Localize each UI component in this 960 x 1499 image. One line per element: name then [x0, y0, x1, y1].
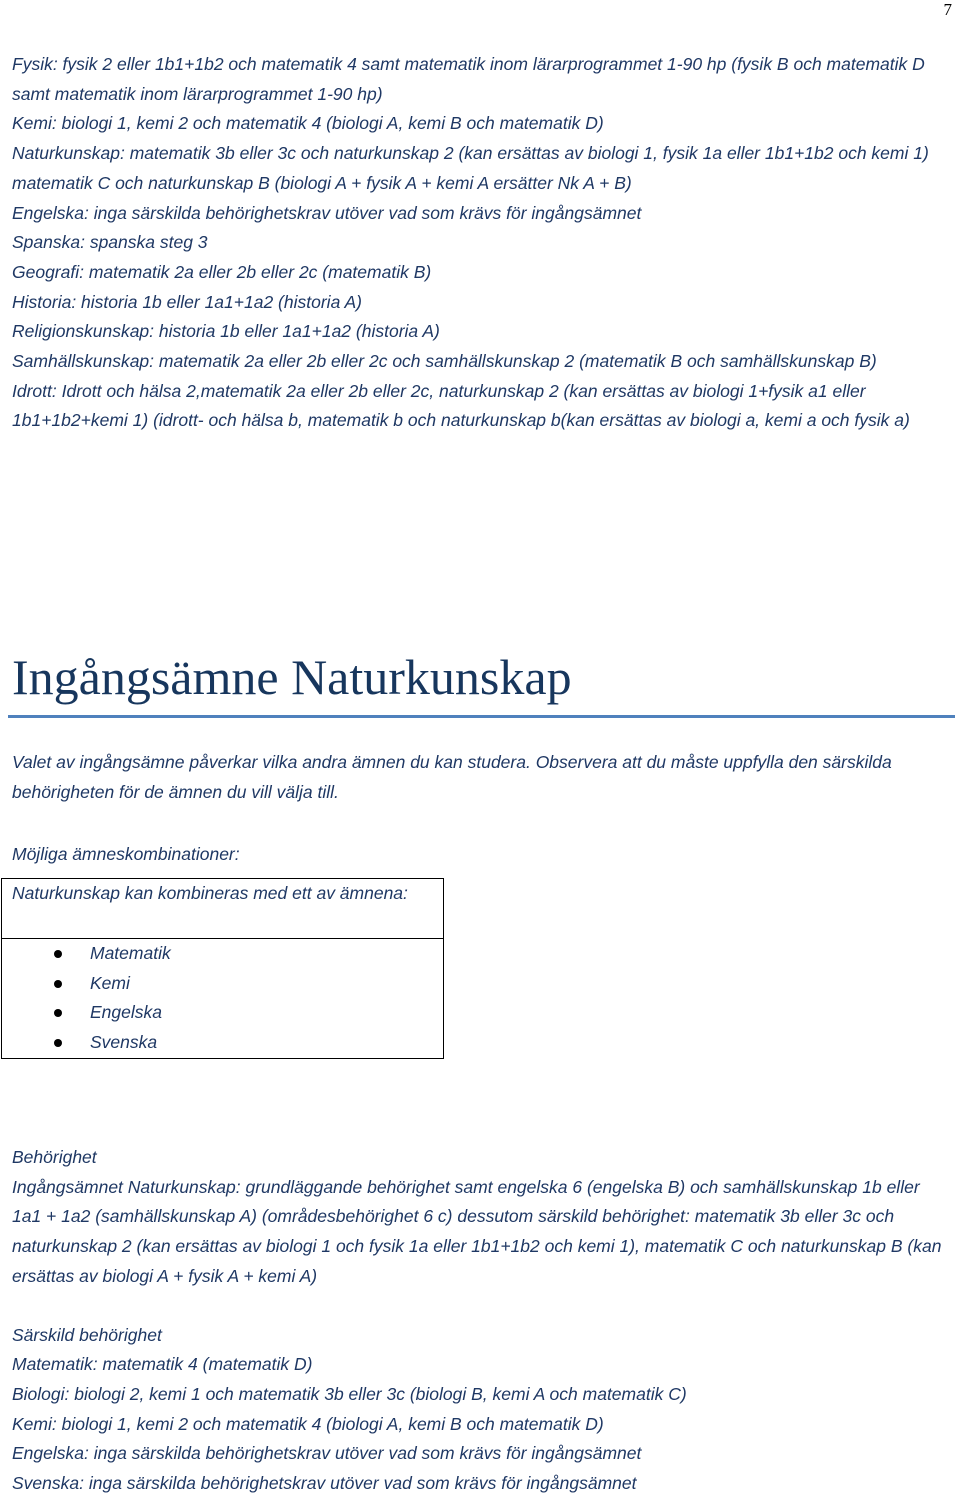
list-item: Svenska — [54, 1028, 443, 1058]
requirements-list — [12, 50, 952, 436]
requirement-fysik: Fysik: fysik 2 eller 1b1+1b2 och matematik 4 samt matematik inom lärarprogrammet 1-90 hp (fysik B och matematik D samt matematik inom lärarprogrammet 1-90 hp) — [12, 54, 925, 104]
behorighet-title: Behörighet — [12, 1147, 97, 1167]
list-item: Engelska — [54, 998, 443, 1028]
list-item: Kemi — [54, 969, 443, 999]
sarskild-matematik: Matematik: matematik 4 (matematik D) — [12, 1354, 313, 1375]
intro-text: Valet av ingångsämne påverkar vilka andra ämnen du kan studera. Observera att du måste uppfylla den särskilda behörigheten för de ämnen du vill välja till. — [12, 752, 892, 802]
section-heading: Ingångsämne Naturkunskap — [12, 649, 572, 705]
requirement-spanska: Spanska: spanska steg 3 — [12, 232, 208, 253]
list-item: Matematik — [54, 939, 443, 969]
requirement-religionskunskap: Religionskunskap: historia 1b eller 1a1+1a2 (historia A) — [12, 321, 440, 342]
sarskild-engelska: Engelska: inga särskilda behörighetskrav utöver vad som krävs för ingångsämnet — [12, 1443, 642, 1464]
heading-divider — [8, 715, 955, 718]
combination-list — [2, 939, 443, 1058]
requirement-naturkunskap: Naturkunskap: matematik 3b eller 3c och naturkunskap 2 (kan ersättas av biologi 1, fysik 1a eller 1b1+1b2 och kemi 1) matematik C och naturkunskap B (biologi A + fysik A + kemi A ersätter Nk A + B) — [12, 143, 929, 193]
requirement-idrott: Idrott: Idrott och hälsa 2,matematik 2a eller 2b eller 2c, naturkunskap 2 (kan ersättas av biologi 1+fysik a1 eller 1b1+1b2+kemi 1) (idrott- och hälsa b, matematik b och naturkunskap b(kan ersättas av biologi a, kemi a och fysik a) — [12, 380, 910, 431]
requirement-samhallskunskap: Samhällskunskap: matematik 2a eller 2b eller 2c och samhällskunskap 2 (matematik B och samhällskunskap B) — [12, 351, 877, 372]
page-number: 7 — [943, 0, 952, 19]
combination-table — [1, 878, 444, 1059]
sarskild-kemi: Kemi: biologi 1, kemi 2 och matematik 4 (biologi A, kemi B och matematik D) — [12, 1413, 604, 1434]
sarskild-title: Särskild behörighet — [12, 1324, 162, 1345]
requirement-kemi: Kemi: biologi 1, kemi 2 och matematik 4 (biologi A, kemi B och matematik D) — [12, 113, 604, 134]
eligibility-section — [12, 1143, 952, 1499]
requirement-engelska: Engelska: inga särskilda behörighetskrav utöver vad som krävs för ingångsämnet — [12, 202, 642, 223]
sarskild-svenska: Svenska: inga särskilda behörighetskrav utöver vad som krävs för ingångsämnet — [12, 1473, 637, 1494]
sarskild-biologi: Biologi: biologi 2, kemi 1 och matematik 3b eller 3c (biologi B, kemi A och matematik C) — [12, 1383, 687, 1404]
requirement-historia: Historia: historia 1b eller 1a1+1a2 (historia A) — [12, 291, 363, 312]
behorighet-text: Ingångsämnet Naturkunskap: grundläggande behörighet samt engelska 6 (engelska B) och samhällskunskap 1b eller 1a1 + 1a2 (samhällskunskap A) (områdesbehörighet 6 c) dessutom särskild behörighet: matematik 3b eller 3c och naturkunskap 2 (kan ersättas av biologi 1 och fysik 1a eller 1b1+1b2 och kemi 1), matematik C och naturkunskap B (kan ersättas av biologi A + fysik A + kemi A) — [12, 1176, 942, 1286]
requirement-geografi: Geografi: matematik 2a eller 2b eller 2c (matematik B) — [12, 261, 432, 282]
combination-table-header: Naturkunskap kan kombineras med ett av ämnena: — [2, 879, 443, 939]
combinations-label: Möjliga ämneskombinationer: — [12, 844, 240, 864]
